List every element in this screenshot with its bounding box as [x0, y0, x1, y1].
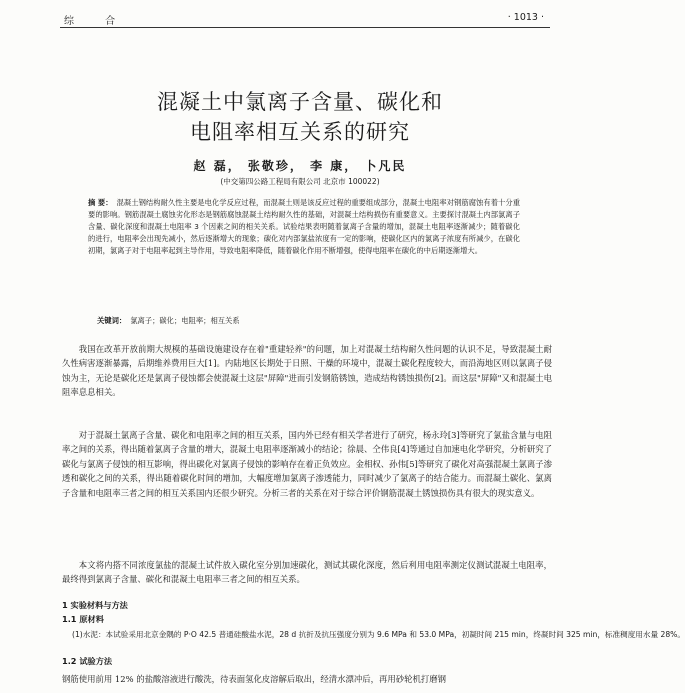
section-heading-1: 1 实验材料与方法: [62, 600, 128, 610]
materials-list: [72, 628, 685, 643]
body-paragraph-1: 我国在改革开放前期大规模的基础设施建设存在着"重建轻养"的问题，加上对混凝土结构耐久性问题的认识不足，导致混凝土耐久性病害逐渐暴露，后期维养费用巨大[1]。内陆地区长期处于日照、干燥的环境中，混凝土碳化程度较大，而沿海地区则以氯离子侵蚀为主，无论是碳化还是氯离子侵蚀都会使混凝土这层"屏障"进而引发钢筋锈蚀，造成结构锈蚀损伤[2]。而这层"屏障"又和混凝土电阻率息息相关。: [62, 344, 552, 398]
affiliation: (中交第四公路工程局有限公司 北京市 100022): [220, 177, 380, 186]
running-header-section: 综 合: [64, 16, 130, 27]
keywords-text: 氯离子；碳化；电阻率；相互关系: [130, 316, 240, 325]
body-paragraph-3: 本文将内搭不同浓度氯盐的混凝土试件放入碳化室分别加速碳化，测试其碳化深度，然后利用电阻率测定仪测试混凝土电阻率，最终得到氯离子含量、碳化和混凝土电阻率三者之间的相互关系。: [62, 560, 552, 585]
article-title-line1: 混凝土中氯离子含量、碳化和: [157, 90, 443, 114]
abstract-text: 混凝土钢结构耐久性主要是电化学反应过程，而混凝土则是该反应过程的重要组成部分，混凝土电阻率对钢筋腐蚀有着十分重要的影响。钢筋混凝土腐蚀劣化形态是钢筋腐蚀混凝土结构耐久性的基础，对混凝土结构损伤有重要意义。主要探讨混凝土内部氯离子含量、碳化深度和混凝土电阻率 3 个因素之间的相关关系。试验结果表明随着氯离子含量的增加，混凝土电阻率逐渐减少；随着碳化的进行，电阻率会出现先减小，然后逐渐增大的现象；碳化对内部氯盐浓度有一定的影响，使碳化区内的氯离子浓度有所减少，在碳化初期，氯离子对于电阻率起到主导作用，导致电阻率降低，随着碳化作用不断增强，使得电阻率在碳化的中后期逐渐增大。: [88, 198, 520, 256]
page-number: · 1013 ·: [507, 12, 544, 23]
section-heading-1-2: 1.2 试验方法: [62, 656, 113, 666]
header-rule: [60, 27, 550, 28]
abstract-label: 摘 要：: [88, 198, 113, 207]
abstract: [88, 197, 520, 257]
body-last-line: 钢筋使用前用 12% 的盐酸溶液进行酸洗，待表面氢化皮溶解后取出，经清水漂冲后，再用砂轮机打磨钢: [62, 674, 447, 684]
list-item: (1)水泥：本试验采用北京金隅的 P·O 42.5 普通硅酸盐水泥，28 d 抗折及抗压强度分别为 9.6 MPa 和 53.0 MPa，初凝时间 215 min，终凝时间 325 min，标准稠度用水量 28%。: [72, 630, 685, 639]
authors: 赵 磊， 张敬珍， 李 康， 卜凡民: [193, 159, 407, 173]
section-heading-1-1: 1.1 原材料: [62, 614, 104, 624]
keywords-label: 关键词：: [97, 316, 127, 325]
keywords: [97, 316, 240, 326]
body-paragraph-2: 对于混凝土氯离子含量、碳化和电阻率之间的相互关系，国内外已经有相关学者进行了研究，杨永玲[3]等研究了氯盐含量与电阻率之间的关系，得出随着氯离子含量的增大，混凝土电阻率逐渐减小的结论；徐晨、仝伟良[4]等通过自加速电化学研究，分析研究了碳化与氯离子侵蚀的相互影响，得出碳化对氯离子侵蚀的影响存在着正负效应。金相权、孙伟[5]等研究了碳化对高强混凝土氯离子渗透和碳化之间的关系，得出随着碳化时间的增加，大幅度增加氯离子渗透能力，同时减少了氯离子的结合能力。而混凝土碳化、氯离子含量和电阻率三者之间的相互关系国内还很少研究。分析三者的关系在对于综合评价钢筋混凝土锈蚀损伤具有很大的现实意义。: [62, 430, 552, 498]
article-title-line2: 电阻率相互关系的研究: [190, 120, 410, 144]
